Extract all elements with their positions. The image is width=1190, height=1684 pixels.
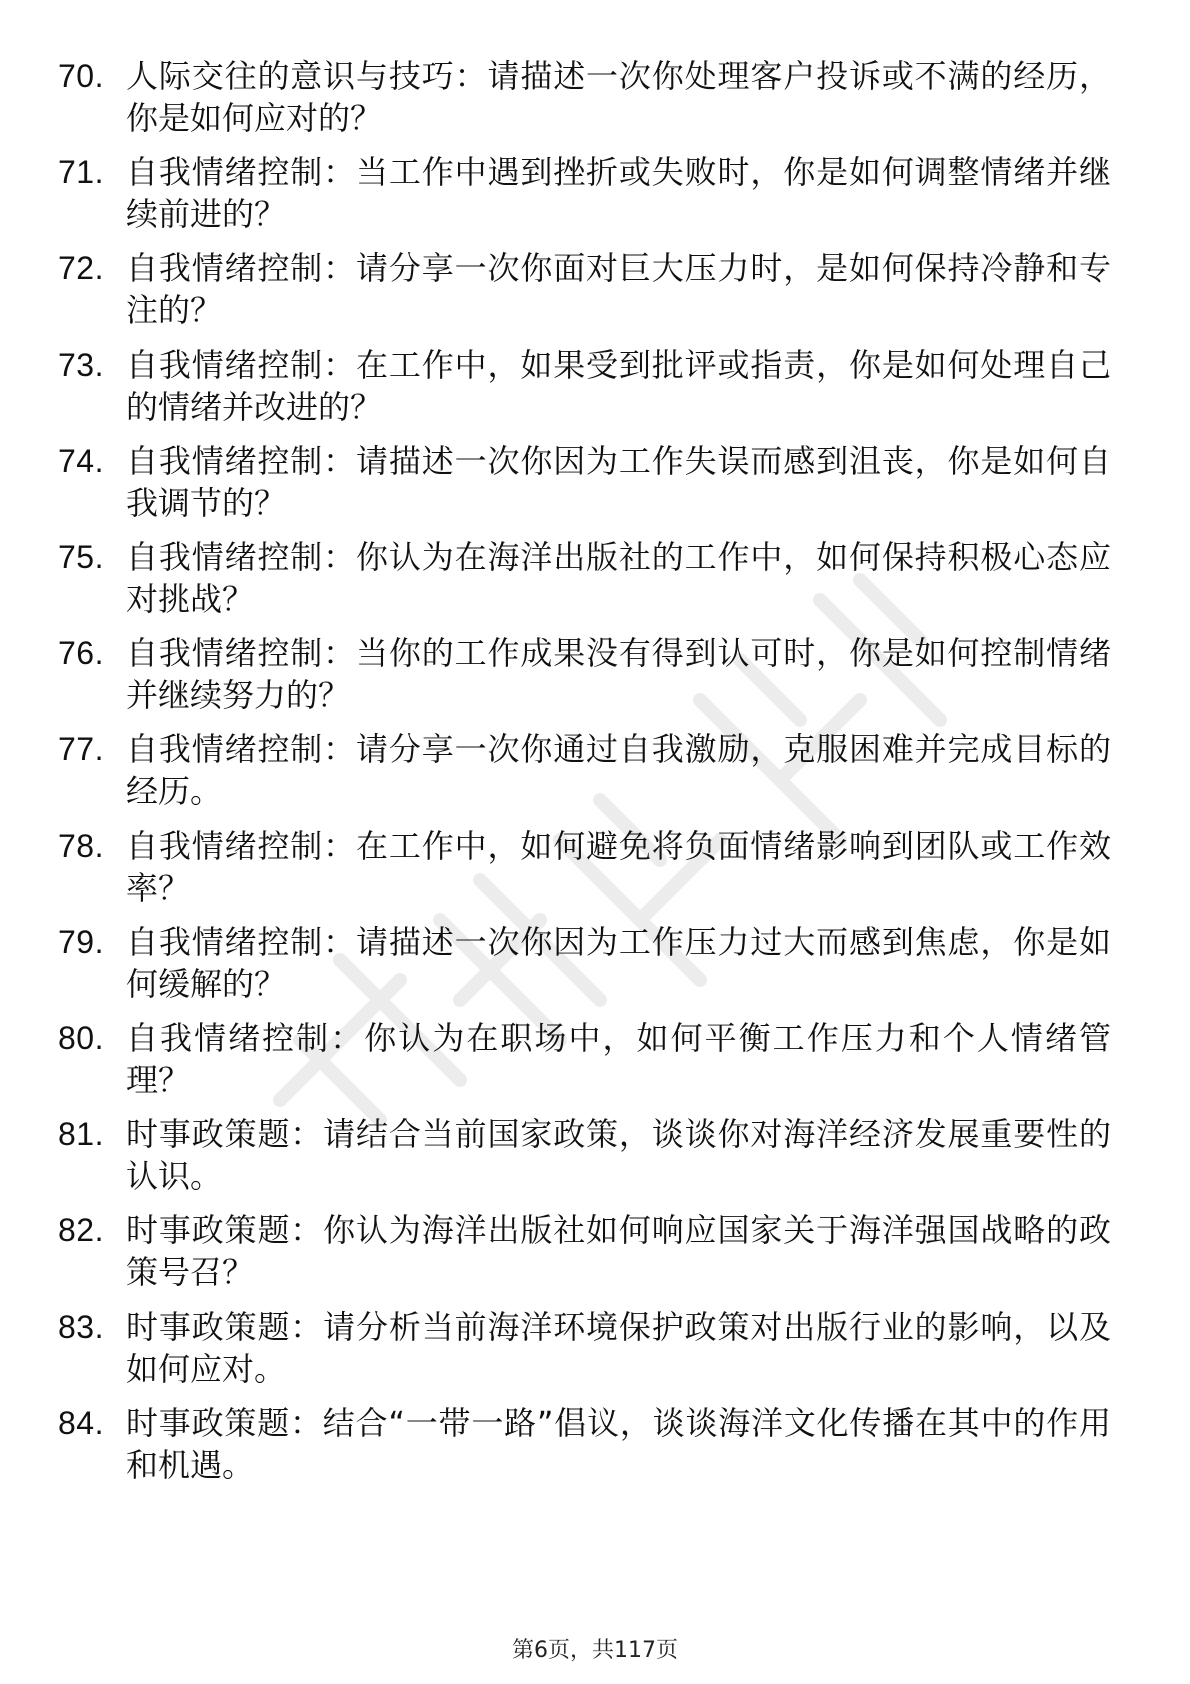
question-number: 81. [58, 1116, 104, 1153]
page-footer: 第6页，共117页 [512, 1638, 678, 1663]
question-number: 72. [58, 250, 104, 287]
question-text: 时事政策题：请结合当前国家政策，谈谈你对海洋经济发展重要性的认识。 [126, 1115, 1111, 1196]
question-text: 自我情绪控制：当工作中遇到挫折或失败时，你是如何调整情绪并继续前进的？ [126, 153, 1111, 234]
question-number: 71. [58, 154, 104, 191]
question-item [58, 247, 1118, 337]
question-text: 自我情绪控制：在工作中，如何避免将负面情绪影响到团队或工作效率？ [126, 826, 1111, 907]
question-item [58, 728, 1118, 818]
question-item [58, 440, 1118, 530]
question-text: 自我情绪控制：在工作中，如果受到批评或指责，你是如何处理自己的情绪并改进的？ [126, 345, 1111, 426]
question-text: 时事政策题：你认为海洋出版社如何响应国家关于海洋强国战略的政策号召？ [126, 1211, 1111, 1292]
question-number: 77. [58, 731, 104, 768]
question-text: 自我情绪控制：请分享一次你面对巨大压力时，是如何保持冷静和专注的？ [126, 249, 1111, 330]
question-item [58, 825, 1118, 915]
question-text: 自我情绪控制：你认为在职场中，如何平衡工作压力和个人情绪管理？ [126, 1019, 1111, 1099]
question-number: 83. [58, 1308, 104, 1345]
question-item [58, 55, 1118, 145]
question-number: 74. [58, 442, 104, 479]
question-item [58, 1402, 1118, 1492]
question-text: 自我情绪控制：你认为在海洋出版社的工作中，如何保持积极心态应对挑战？ [126, 538, 1111, 618]
question-text: 自我情绪控制：请描述一次你因为工作失误而感到沮丧，你是如何自我调节的？ [126, 441, 1111, 522]
question-number: 82. [58, 1212, 104, 1249]
question-item [58, 1017, 1118, 1107]
question-item [58, 921, 1118, 1011]
question-number: 73. [58, 346, 104, 383]
question-number: 75. [58, 539, 104, 575]
question-text: 时事政策题：结合“一带一路”倡议，谈谈海洋文化传播在其中的作用和机遇。 [126, 1403, 1111, 1484]
question-number: 79. [58, 923, 104, 960]
question-text: 自我情绪控制：请描述一次你因为工作压力过大而感到焦虑，你是如何缓解的？ [126, 922, 1111, 1003]
question-item [58, 1306, 1118, 1396]
question-item [58, 344, 1118, 434]
question-item [58, 1113, 1118, 1203]
question-text: 时事政策题：请分析当前海洋环境保护政策对出版行业的影响，以及如何应对。 [126, 1307, 1111, 1388]
question-text: 自我情绪控制：请分享一次你通过自我激励，克服困难并完成目标的经历。 [126, 730, 1111, 811]
question-number: 78. [58, 827, 104, 864]
question-number: 76. [58, 635, 104, 672]
question-text: 自我情绪控制：当你的工作成果没有得到认可时，你是如何控制情绪并继续努力的？ [126, 634, 1111, 715]
question-item [58, 1209, 1118, 1299]
question-number: 80. [58, 1020, 104, 1056]
question-item [58, 536, 1118, 626]
question-item [58, 632, 1118, 722]
question-number: 70. [58, 58, 104, 94]
question-number: 84. [58, 1404, 104, 1441]
question-text: 人际交往的意识与技巧：请描述一次你处理客户投诉或不满的经历，你是如何应对的？ [126, 57, 1111, 137]
question-item [58, 151, 1118, 241]
